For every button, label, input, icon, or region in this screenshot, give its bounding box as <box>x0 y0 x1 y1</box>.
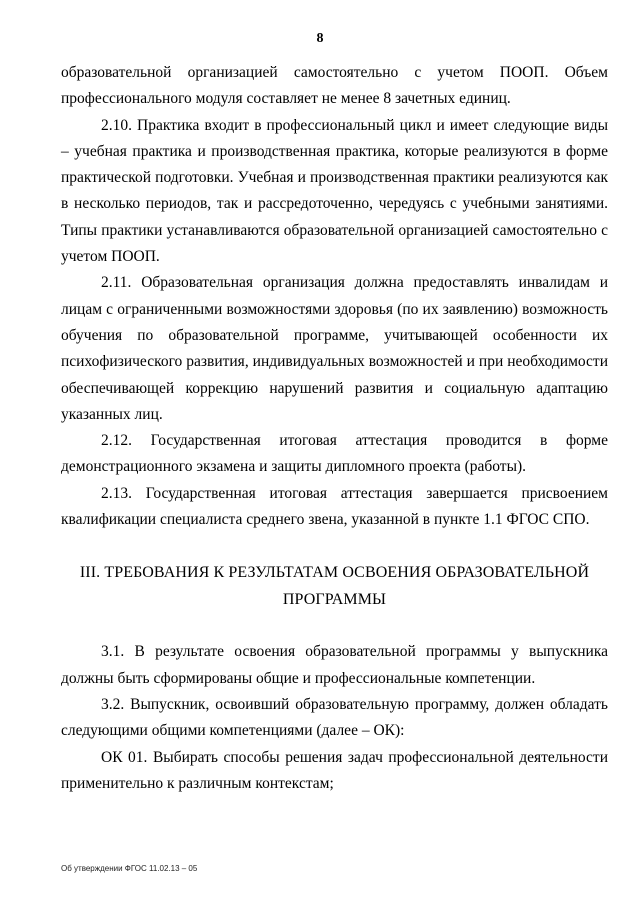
section-heading-line-2: ПРОГРАММЫ <box>282 591 387 609</box>
document-body <box>61 60 608 797</box>
paragraph-continuation: образовательной организацией самостоятельно с учетом ПООП. Объем профессионального модуля составляет не менее 8 зачетных единиц. <box>61 64 608 108</box>
paragraph-3-2: 3.2. Выпускник, освоивший образовательную программу, должен обладать следующими общими компетенциями (далее – ОК): <box>61 695 608 740</box>
paragraph-2-13: 2.13. Государственная итоговая аттестация завершается присвоением квалификации специалиста среднего звена, указанной в пункте 1.1 ФГОС СПО. <box>61 484 608 529</box>
section-heading <box>61 559 608 613</box>
page-number: 8 <box>316 31 324 46</box>
paragraph-ok-01: ОК 01. Выбирать способы решения задач профессиональной деятельности применительно к различным контекстам; <box>61 748 608 792</box>
paragraph-2-10: 2.10. Практика входит в профессиональный цикл и имеет следующие виды – учебная практика и производственная практика, которые реализуются в форме практической подготовки. Учебная и производственная практики реализуются как в несколько периодов, так и рассредоточенно, чередуясь с учебными занятиями. Типы практики устанавливаются образовательной организацией самостоятельно с учетом ПООП. <box>61 116 608 266</box>
paragraph-2-12: 2.12. Государственная итоговая аттестация проводится в форме демонстрационного экзамена и защиты дипломного проекта (работы). <box>61 432 608 476</box>
page-footer: Об утверждении ФГОС 11.02.13 – 05 <box>61 864 198 873</box>
paragraph-3-1: 3.1. В результате освоения образовательной программы у выпускника должны быть сформированы общие и профессиональные компетенции. <box>61 643 608 687</box>
section-heading-line-1: III. ТРЕБОВАНИЯ К РЕЗУЛЬТАТАМ ОСВОЕНИЯ ОБРАЗОВАТЕЛЬНОЙ <box>79 564 590 582</box>
paragraph-2-11: 2.11. Образовательная организация должна предоставлять инвалидам и лицам с ограниченными возможностями здоровья (по их заявлению) возможность обучения по образовательной программе, учитывающей особенности их психофизического развития, индивидуальных возможностей и при необходимости обеспечивающей коррекцию нарушений развития и социальную адаптацию указанных лиц. <box>61 274 608 423</box>
